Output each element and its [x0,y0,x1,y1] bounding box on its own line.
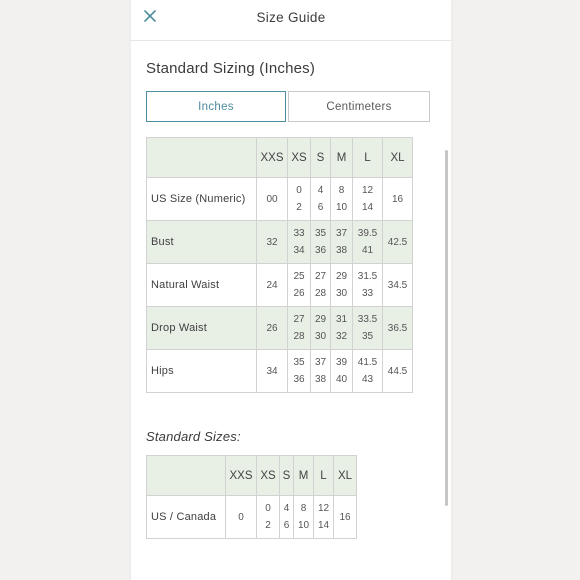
row-label: Bust [147,221,257,264]
cell-value: 30 [314,331,327,342]
cell-value: 29 [314,314,327,325]
cell-value: 4 [317,185,324,196]
header [131,0,451,41]
cell-value: 33.5 [357,314,378,325]
table-cell [383,264,413,307]
cell-value: 37 [335,228,348,239]
cell-value: 39.5 [357,228,378,239]
cell-value: 31 [335,314,348,325]
table-cell [257,307,288,350]
cell-value: 6 [283,520,290,531]
cell-value: 34.5 [387,279,408,291]
cell-value: 6 [317,202,324,213]
table-cell [353,307,383,350]
cell-value: 41 [361,245,374,256]
table-cell [311,307,331,350]
cell-value: 38 [335,245,348,256]
row-label: US Size (Numeric) [147,178,257,221]
table-row [147,307,413,350]
cell-value: 28 [314,288,327,299]
table-cell [334,496,357,539]
table-cell [353,178,383,221]
cell-value: 2 [265,520,271,531]
header-empty-cell [147,456,226,496]
row-label: Natural Waist [147,264,257,307]
table-cell [226,496,257,539]
table-cell [257,178,288,221]
cell-value: 31.5 [357,271,378,282]
cell-value: 38 [314,374,327,385]
table-cell [311,221,331,264]
cell-value: 29 [335,271,348,282]
table-cell [383,178,413,221]
tab-centimeters[interactable]: Centimeters [288,91,430,122]
column-header: L [353,138,383,178]
cell-value: 37 [314,357,327,368]
cell-value: 16 [339,511,351,523]
header-empty-cell [147,138,257,178]
table-cell [331,350,353,393]
table-cell [288,350,311,393]
cell-value: 36.5 [387,322,408,334]
cell-value: 12 [317,503,330,514]
cell-value: 35 [293,357,305,368]
column-header: M [294,456,314,496]
cell-value: 0 [238,511,244,523]
measurements-table [146,137,413,393]
table-cell [257,221,288,264]
table-header-row [147,138,413,178]
table-cell [353,264,383,307]
standard-sizes-table [146,455,357,539]
cell-value: 27 [293,314,305,325]
table-cell [353,221,383,264]
table-cell [331,178,353,221]
cell-value: 32 [335,331,348,342]
cell-value: 4 [283,503,290,514]
table-cell [257,264,288,307]
table-row [147,496,357,539]
cell-value: 8 [338,185,345,196]
column-header: XS [288,138,311,178]
row-label: US / Canada [147,496,226,539]
table-cell [257,496,280,539]
cell-value: 36 [314,245,327,256]
table-cell [331,221,353,264]
table-row [147,264,413,307]
cell-value: 28 [293,331,305,342]
cell-value: 35 [361,331,374,342]
table-cell [314,496,334,539]
cell-value: 36 [293,374,305,385]
table-cell [383,221,413,264]
cell-value: 2 [296,202,302,213]
table-row [147,178,413,221]
column-header: M [331,138,353,178]
column-header: XXS [257,138,288,178]
table-header-row [147,456,357,496]
table-cell [288,221,311,264]
page-title: Size Guide [256,10,326,25]
cell-value: 00 [266,193,278,205]
size-guide-panel [131,0,451,580]
column-header: S [280,456,294,496]
table-cell [331,307,353,350]
column-header: L [314,456,334,496]
cell-value: 25 [293,271,305,282]
table-row [147,350,413,393]
column-header: S [311,138,331,178]
cell-value: 41.5 [357,357,378,368]
cell-value: 14 [317,520,330,531]
table-cell [353,350,383,393]
cell-value: 8 [300,503,307,514]
cell-value: 42.5 [387,236,408,248]
cell-value: 24 [266,279,278,291]
cell-value: 33 [293,228,305,239]
cell-value: 40 [335,374,348,385]
cell-value: 30 [335,288,348,299]
table-cell [288,264,311,307]
table-cell [257,350,288,393]
column-header: XXS [226,456,257,496]
table-cell [311,350,331,393]
cell-value: 39 [335,357,348,368]
table-cell [288,178,311,221]
cell-value: 43 [361,374,374,385]
cell-value: 26 [293,288,305,299]
table-cell [331,264,353,307]
cell-value: 32 [266,236,278,248]
cell-value: 12 [361,185,374,196]
cell-value: 0 [265,503,271,514]
table-cell [383,307,413,350]
cell-value: 34 [266,365,278,377]
cell-value: 27 [314,271,327,282]
table-cell [280,496,294,539]
scrollbar[interactable] [445,150,448,506]
tab-inches[interactable]: Inches [146,91,286,122]
cell-value: 44.5 [387,365,408,377]
cell-value: 16 [391,193,404,205]
cell-value: 34 [293,245,305,256]
table-row [147,221,413,264]
table-cell [311,264,331,307]
cell-value: 14 [361,202,374,213]
standard-sizes-title: Standard Sizes: [146,429,241,444]
column-header: XL [334,456,357,496]
cell-value: 35 [314,228,327,239]
row-label: Hips [147,350,257,393]
column-header: XL [383,138,413,178]
table-cell [383,350,413,393]
table-cell [288,307,311,350]
table-cell [311,178,331,221]
cell-value: 10 [297,520,310,531]
cell-value: 0 [296,185,302,196]
cell-value: 10 [335,202,348,213]
column-header: XS [257,456,280,496]
section-title: Standard Sizing (Inches) [146,60,316,77]
table-cell [294,496,314,539]
cell-value: 33 [361,288,374,299]
cell-value: 26 [266,322,278,334]
row-label: Drop Waist [147,307,257,350]
